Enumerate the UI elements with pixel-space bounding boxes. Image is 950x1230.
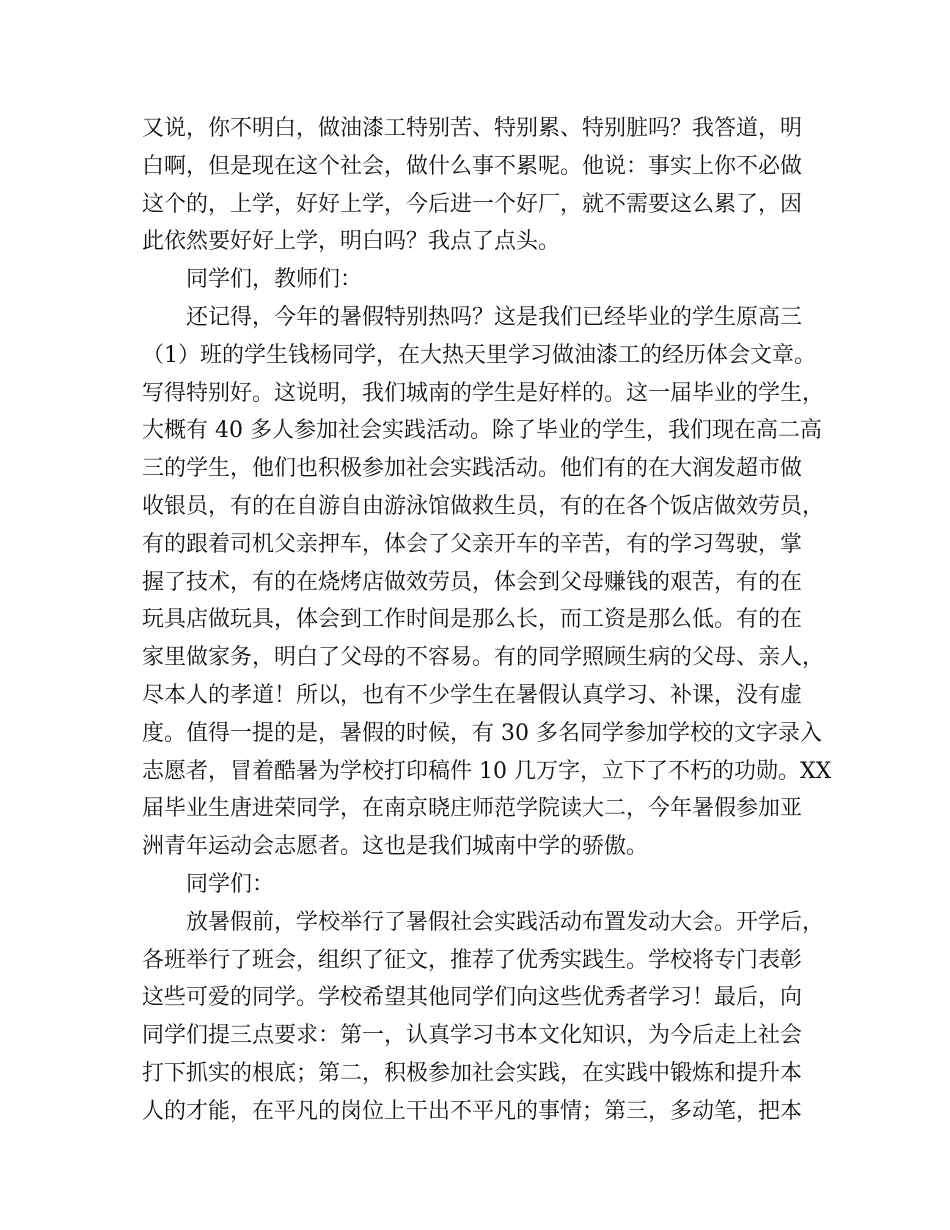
text-line: 洲青年运动会志愿者。这也是我们城南中学的骄傲。	[142, 834, 649, 860]
text-line: 度。值得一提的是，暑假的时候，有 30 多名同学参加学校的文字录入	[142, 720, 822, 746]
text-line: 大概有 40 多人参加社会实践活动。除了毕业的学生，我们现在高二高	[142, 418, 822, 444]
text-line: 还记得，今年的暑假特别热吗？这是我们已经毕业的学生原高三	[186, 304, 803, 330]
text-line: 打下抓实的根底；第二，积极参加社会实践，在实践中锻炼和提升本	[142, 1060, 803, 1086]
text-line: 又说，你不明白，做油漆工特别苦、特别累、特别脏吗？我答道，明	[142, 116, 803, 141]
text-line: 玩具店做玩具，体会到工作时间是那么长，而工资是那么低。有的在	[142, 607, 803, 633]
text-line: 各班举行了班会，组织了征文，推荐了优秀实践生。学校将专门表彰	[142, 947, 803, 973]
text-line: 家里做家务，明白了父母的不容易。有的同学照顾生病的父母、亲人，	[142, 645, 825, 671]
text-line: 同学们，教师们：	[186, 267, 363, 293]
text-line: 人的才能，在平凡的岗位上干出不平凡的事情；第三，多动笔，把本	[142, 1098, 803, 1124]
text-line: 白啊，但是现在这个社会，做什么事不累呢。他说：事实上你不必做	[142, 153, 803, 179]
text-line: 写得特别好。这说明，我们城南的学生是好样的。这一届毕业的学生，	[142, 380, 825, 406]
text-line: 尽本人的孝道！所以，也有不少学生在暑假认真学习、补课，没有虚	[142, 682, 803, 708]
text-line: 这个的，上学，好好上学，今后进一个好厂，就不需要这么累了，因	[142, 191, 803, 217]
text-line: 收银员，有的在自游自由游泳馆做救生员，有的在各个饭店做效劳员，	[142, 493, 825, 519]
document-body	[142, 110, 832, 1131]
text-line: （1）班的学生钱杨同学，在大热天里学习做油漆工的经历体会文章。	[142, 342, 816, 368]
text-line: 有的跟着司机父亲押车，体会了父亲开车的辛苦，有的学习驾驶，掌	[142, 531, 803, 557]
text-line: 握了技术，有的在烧烤店做效劳员，体会到父母赚钱的艰苦，有的在	[142, 569, 803, 595]
text-line: 志愿者，冒着酷暑为学校打印稿件 10 几万字，立下了不朽的功勋。XX	[142, 758, 832, 784]
text-line: 三的学生，他们也积极参加社会实践活动。他们有的在大润发超市做	[142, 456, 803, 482]
text-line: 此依然要好好上学，明白吗？我点了点头。	[142, 229, 561, 255]
text-line: 同学们：	[186, 871, 275, 897]
text-line: 这些可爱的同学。学校希望其他同学们向这些优秀者学习！最后，向	[142, 985, 803, 1011]
text-line: 放暑假前，学校举行了暑假社会实践活动布置发动大会。开学后，	[186, 909, 825, 935]
text-line: 同学们提三点要求：第一，认真学习书本文化知识，为今后走上社会	[142, 1023, 803, 1049]
text-line: 届毕业生唐进荣同学，在南京晓庄师范学院读大二，今年暑假参加亚	[142, 796, 803, 822]
